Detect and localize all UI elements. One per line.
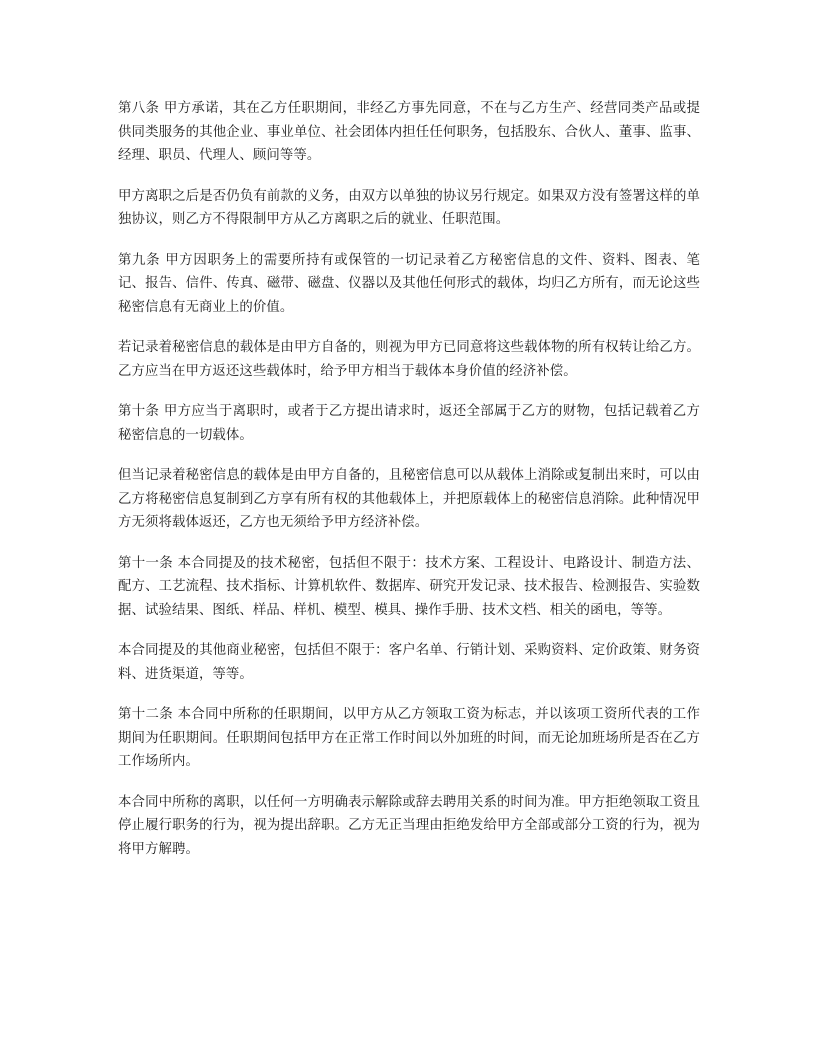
paragraph-article-8-post-employment: 甲方离职之后是否仍负有前款的义务，由双方以单独的协议另行规定。如果双方没有签署这样的单独协议，则乙方不得限制甲方从乙方离职之后的就业、任职范围。	[118, 188, 700, 227]
document-body	[118, 97, 700, 878]
paragraph-article-10-exception: 但当记录着秘密信息的载体是由甲方自备的，且秘密信息可以从载体上消除或复制出来时，可以由乙方将秘密信息复制到乙方享有所有权的其他载体上，并把原载体上的秘密信息消除。此种情况甲方无须将载体返还，乙方也无须给予甲方经济补偿。	[118, 468, 700, 530]
paragraph-article-11: 第十一条 本合同提及的技术秘密，包括但不限于：技术方案、工程设计、电路设计、制造方法、配方、工艺流程、技术指标、计算机软件、数据库、研究开发记录、技术报告、检测报告、实验数据、试验结果、图纸、样品、样机、模型、模具、操作手册、技术文档、相关的函电，等等。	[118, 555, 700, 618]
paragraph-article-9: 第九条 甲方因职务上的需要所持有或保管的一切记录着乙方秘密信息的文件、资料、图表、笔记、报告、信件、传真、磁带、磁盘、仪器以及其他任何形式的载体，均归乙方所有，而无论这些秘密信息有无商业上的价值。	[118, 252, 700, 315]
paragraph-article-9-self-provided-carrier: 若记录着秘密信息的载体是由甲方自备的，则视为甲方已同意将这些载体物的所有权转让给乙方。乙方应当在甲方返还这些载体时，给予甲方相当于载体本身价值的经济补偿。	[118, 340, 700, 379]
paragraph-article-11-other-secrets: 本合同提及的其他商业秘密，包括但不限于：客户名单、行销计划、采购资料、定价政策、财务资料、进货渠道，等等。	[118, 643, 700, 682]
paragraph-article-10: 第十条 甲方应当于离职时，或者于乙方提出请求时，返还全部属于乙方的财物，包括记载着乙方秘密信息的一切载体。	[118, 404, 700, 443]
paragraph-article-12: 第十二条 本合同中所称的任职期间，以甲方从乙方领取工资为标志，并以该项工资所代表的工作期间为任职期间。任职期间包括甲方在正常工作时间以外加班的时间，而无论加班场所是否在乙方工作场所内。	[118, 707, 700, 769]
paragraph-article-12-resignation: 本合同中所称的离职，以任何一方明确表示解除或辞去聘用关系的时间为准。甲方拒绝领取工资且停止履行职务的行为，视为提出辞职。乙方无正当理由拒绝发给甲方全部或部分工资的行为，视为将甲方解聘。	[118, 794, 700, 857]
paragraph-article-8: 第八条 甲方承诺，其在乙方任职期间，非经乙方事先同意，不在与乙方生产、经营同类产品或提供同类服务的其他企业、事业单位、社会团体内担任任何职务，包括股东、合伙人、董事、监事、经理、职员、代理人、顾问等等。	[118, 101, 700, 163]
